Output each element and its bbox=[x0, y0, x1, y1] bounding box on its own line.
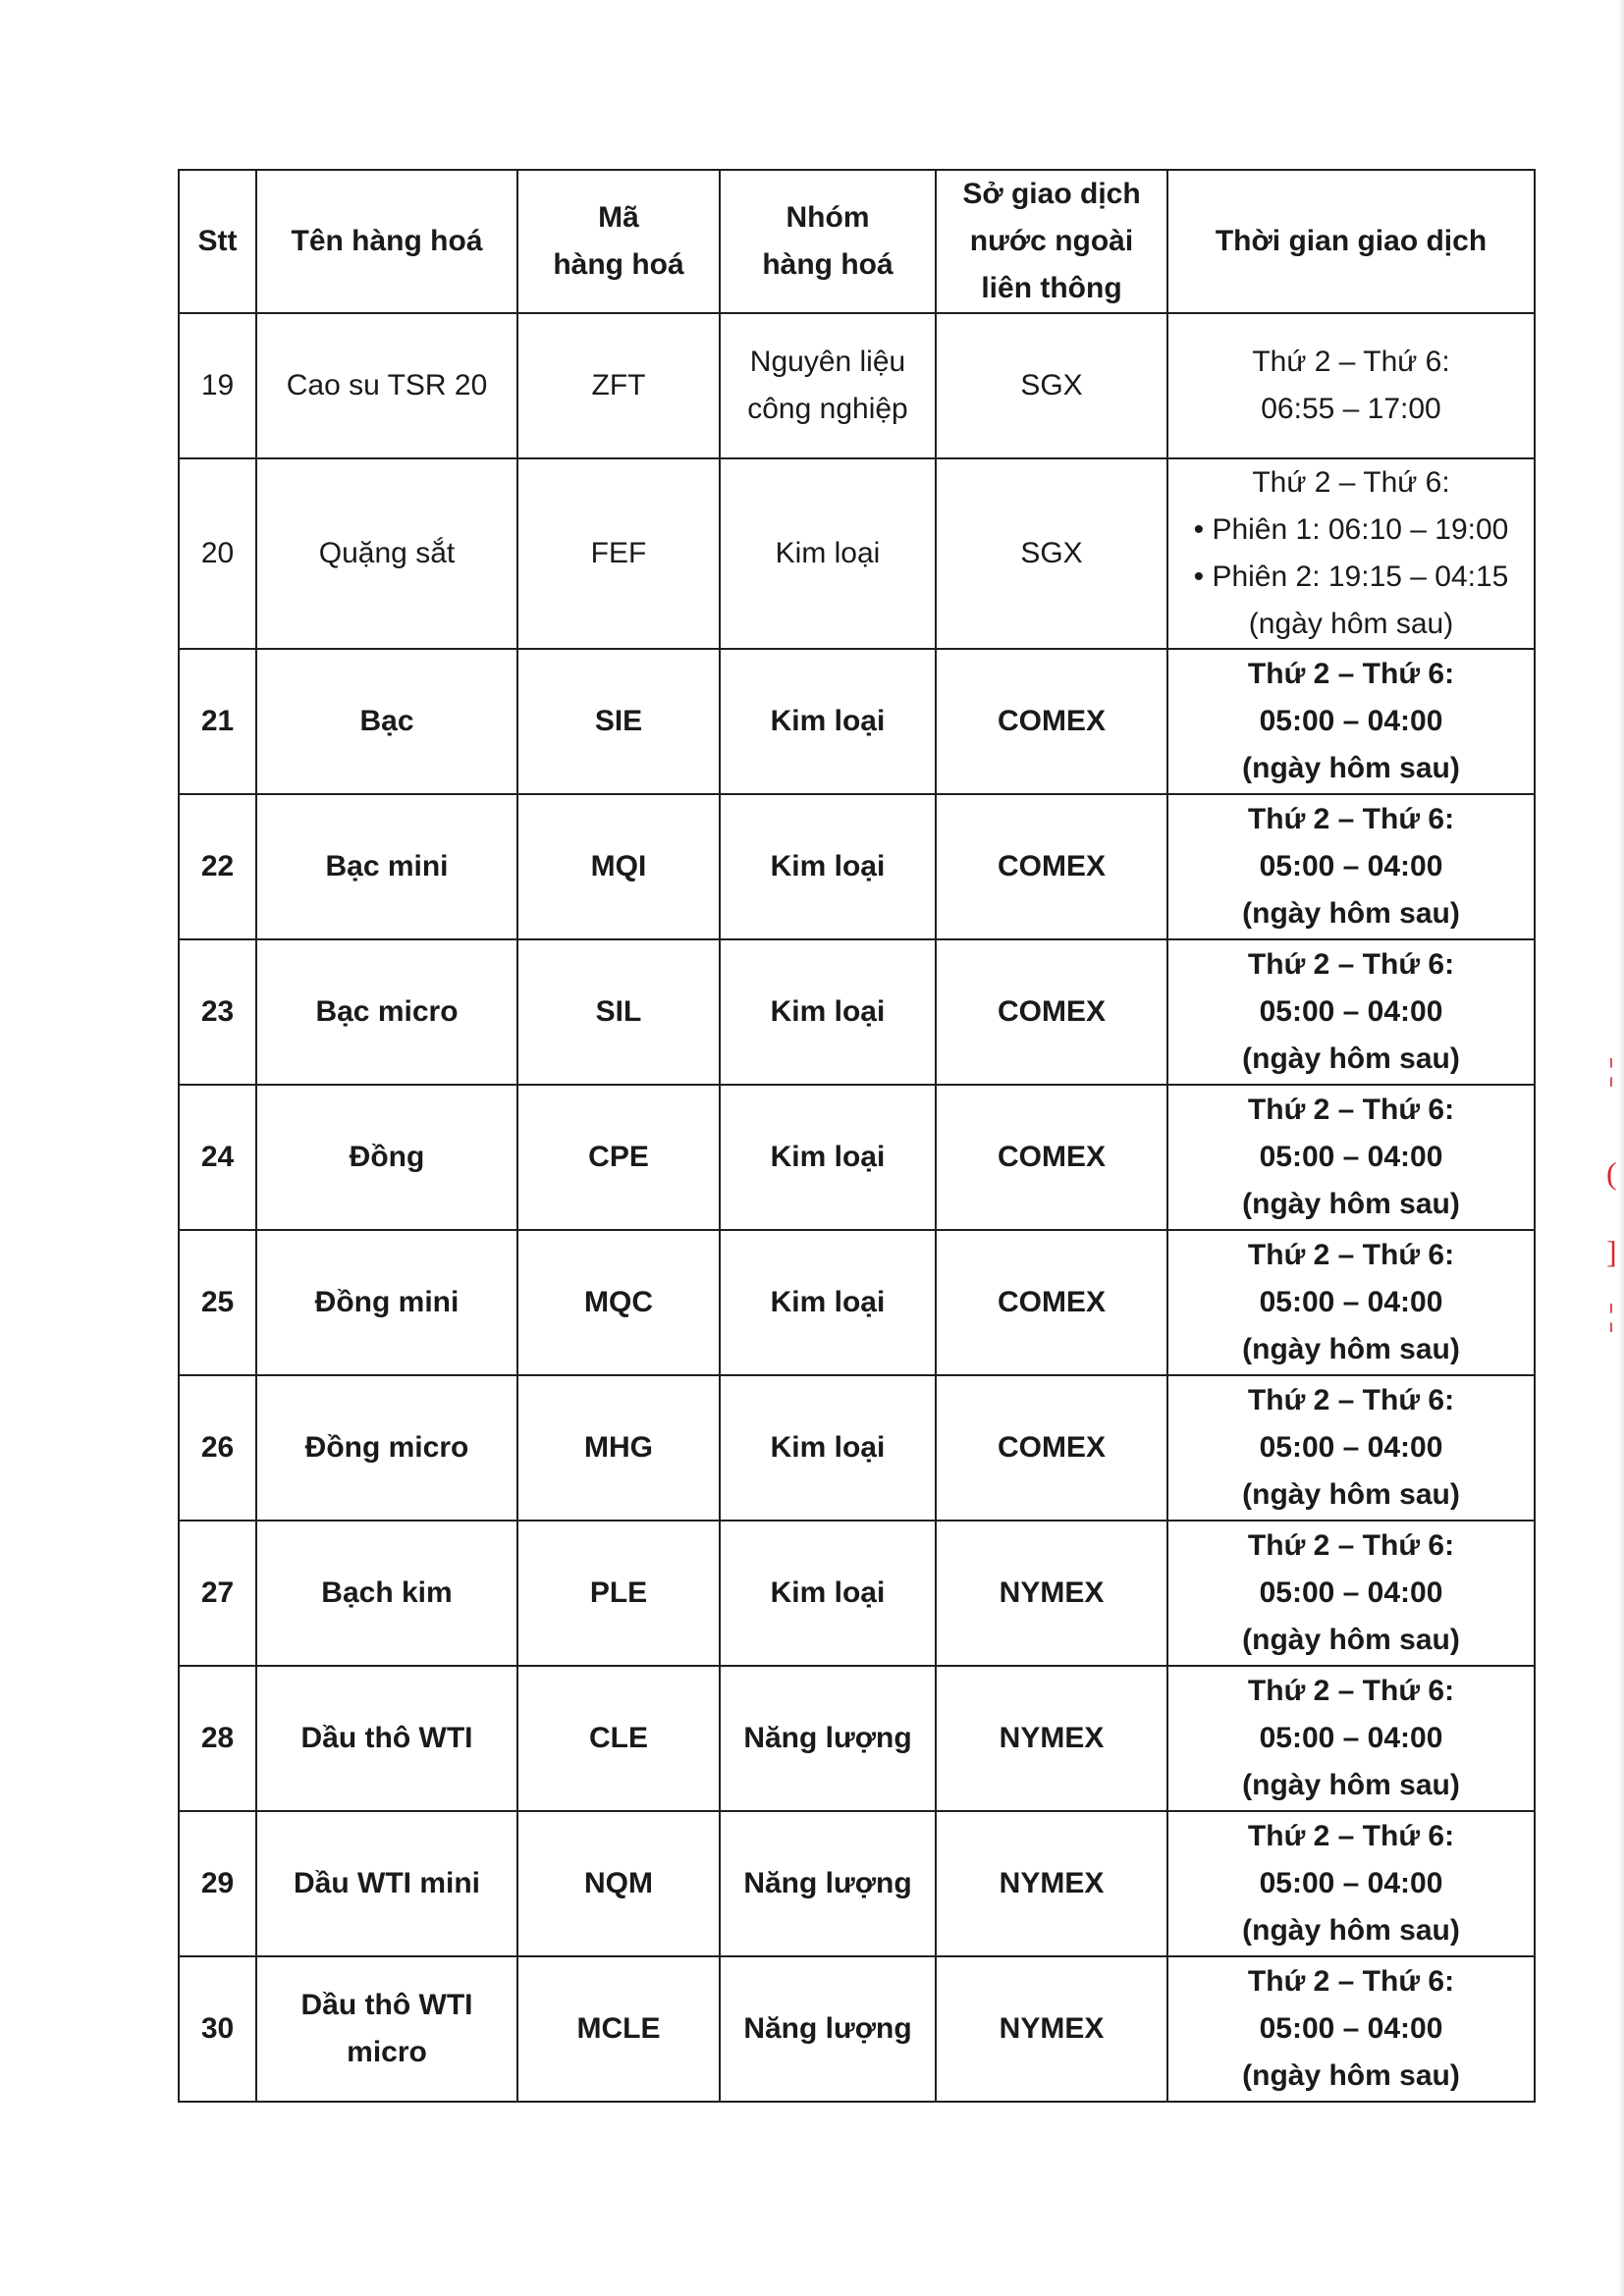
cell-stt: 19 bbox=[179, 313, 256, 458]
time-hours: 05:00 – 04:00 bbox=[1259, 1576, 1443, 1609]
table-row bbox=[179, 1375, 1535, 1521]
table-row bbox=[179, 794, 1535, 939]
time-hours: 06:55 – 17:00 bbox=[1261, 393, 1441, 425]
header-exchange-line2: nước ngoài bbox=[969, 225, 1134, 257]
time-hours: 05:00 – 04:00 bbox=[1259, 1431, 1443, 1464]
cell-code: MQC bbox=[517, 1230, 720, 1375]
time-next-day: (ngày hôm sau) bbox=[1242, 1914, 1460, 1947]
cell-exchange: NYMEX bbox=[936, 1956, 1167, 2102]
time-days: Thứ 2 – Thứ 6: bbox=[1247, 1675, 1455, 1707]
cell-time bbox=[1167, 1666, 1535, 1811]
cell-stt: 21 bbox=[179, 649, 256, 794]
cell-code: MQI bbox=[517, 794, 720, 939]
time-days: Thứ 2 – Thứ 6: bbox=[1247, 1094, 1455, 1126]
cell-code: CLE bbox=[517, 1666, 720, 1811]
cell-exchange: NYMEX bbox=[936, 1811, 1167, 1956]
cell-stt: 23 bbox=[179, 939, 256, 1085]
time-days: Thứ 2 – Thứ 6: bbox=[1247, 1965, 1455, 1998]
time-hours: 05:00 – 04:00 bbox=[1259, 850, 1443, 882]
cell-name: Đồng mini bbox=[256, 1230, 517, 1375]
time-days: Thứ 2 – Thứ 6: bbox=[1252, 466, 1450, 499]
time-hours: 05:00 – 04:00 bbox=[1259, 1867, 1443, 1899]
cell-exchange: NYMEX bbox=[936, 1666, 1167, 1811]
cell-name-line1: Dầu thô WTI bbox=[300, 1989, 473, 2021]
time-next-day: (ngày hôm sau) bbox=[1242, 2059, 1460, 2092]
table-row bbox=[179, 939, 1535, 1085]
time-next-day: (ngày hôm sau) bbox=[1242, 1188, 1460, 1220]
time-days: Thứ 2 – Thứ 6: bbox=[1247, 1820, 1455, 1852]
cell-stt: 29 bbox=[179, 1811, 256, 1956]
cell-stt: 30 bbox=[179, 1956, 256, 2102]
header-group-line1: Nhóm bbox=[785, 201, 870, 234]
time-session-1: • Phiên 1: 06:10 – 19:00 bbox=[1193, 513, 1509, 546]
cell-group: Kim loại bbox=[720, 794, 936, 939]
cell-name: Quặng sắt bbox=[256, 458, 517, 649]
cell-time bbox=[1167, 1230, 1535, 1375]
cell-name-line2: micro bbox=[347, 2036, 427, 2068]
time-hours: 05:00 – 04:00 bbox=[1259, 1286, 1443, 1318]
cell-time bbox=[1167, 1811, 1535, 1956]
cell-exchange: SGX bbox=[936, 458, 1167, 649]
header-time: Thời gian giao dịch bbox=[1167, 170, 1535, 313]
header-exchange-line3: liên thông bbox=[981, 272, 1122, 304]
cell-time bbox=[1167, 458, 1535, 649]
cell-time bbox=[1167, 313, 1535, 458]
cell-stt: 26 bbox=[179, 1375, 256, 1521]
cell-group: Năng lượng bbox=[720, 1666, 936, 1811]
cell-code: SIL bbox=[517, 939, 720, 1085]
cell-group: Kim loại bbox=[720, 1375, 936, 1521]
cell-group: Kim loại bbox=[720, 939, 936, 1085]
cell-stt: 25 bbox=[179, 1230, 256, 1375]
header-row bbox=[179, 170, 1535, 313]
cell-stt: 22 bbox=[179, 794, 256, 939]
cell-group: Kim loại bbox=[720, 1085, 936, 1230]
cell-name: Bạc micro bbox=[256, 939, 517, 1085]
table-row bbox=[179, 1230, 1535, 1375]
time-days: Thứ 2 – Thứ 6: bbox=[1247, 803, 1455, 835]
header-group bbox=[720, 170, 936, 313]
cell-exchange: COMEX bbox=[936, 649, 1167, 794]
cell-group: Kim loại bbox=[720, 1521, 936, 1666]
time-days: Thứ 2 – Thứ 6: bbox=[1247, 658, 1455, 690]
table-row bbox=[179, 458, 1535, 649]
cell-name bbox=[256, 1956, 517, 2102]
table-row bbox=[179, 1521, 1535, 1666]
cell-name: Dầu thô WTI bbox=[256, 1666, 517, 1811]
cell-group: Kim loại bbox=[720, 458, 936, 649]
time-next-day: (ngày hôm sau) bbox=[1242, 1769, 1460, 1801]
cell-code: CPE bbox=[517, 1085, 720, 1230]
time-hours: 05:00 – 04:00 bbox=[1259, 705, 1443, 737]
cell-group: Kim loại bbox=[720, 649, 936, 794]
cell-code: SIE bbox=[517, 649, 720, 794]
time-days: Thứ 2 – Thứ 6: bbox=[1247, 1384, 1455, 1416]
cell-exchange: COMEX bbox=[936, 1375, 1167, 1521]
table-row bbox=[179, 313, 1535, 458]
cell-time bbox=[1167, 1521, 1535, 1666]
time-next-day: (ngày hôm sau) bbox=[1242, 1042, 1460, 1075]
cell-exchange: SGX bbox=[936, 313, 1167, 458]
header-exchange-line1: Sở giao dịch bbox=[962, 178, 1141, 210]
cell-group: Kim loại bbox=[720, 1230, 936, 1375]
time-days: Thứ 2 – Thứ 6: bbox=[1252, 346, 1450, 378]
cell-exchange: COMEX bbox=[936, 1085, 1167, 1230]
cell-time bbox=[1167, 1956, 1535, 2102]
cell-stt: 27 bbox=[179, 1521, 256, 1666]
cell-code: MHG bbox=[517, 1375, 720, 1521]
time-days: Thứ 2 – Thứ 6: bbox=[1247, 948, 1455, 981]
cell-time bbox=[1167, 1375, 1535, 1521]
cell-name: Bạch kim bbox=[256, 1521, 517, 1666]
header-code-line2: hàng hoá bbox=[553, 248, 684, 281]
cell-code: NQM bbox=[517, 1811, 720, 1956]
time-next-day: (ngày hôm sau) bbox=[1242, 1333, 1460, 1365]
cell-name: Cao su TSR 20 bbox=[256, 313, 517, 458]
time-hours: 05:00 – 04:00 bbox=[1259, 1722, 1443, 1754]
table-row bbox=[179, 1085, 1535, 1230]
stamp-mark: ¦ bbox=[1607, 1297, 1615, 1332]
cell-exchange: COMEX bbox=[936, 1230, 1167, 1375]
cell-name: Bạc mini bbox=[256, 794, 517, 939]
header-group-line2: hàng hoá bbox=[762, 248, 893, 281]
cell-time bbox=[1167, 1085, 1535, 1230]
table-row bbox=[179, 1956, 1535, 2102]
cell-group: Năng lượng bbox=[720, 1811, 936, 1956]
header-code bbox=[517, 170, 720, 313]
cell-name: Đồng micro bbox=[256, 1375, 517, 1521]
cell-stt: 24 bbox=[179, 1085, 256, 1230]
cell-code: ZFT bbox=[517, 313, 720, 458]
cell-stt: 20 bbox=[179, 458, 256, 649]
cell-group bbox=[720, 313, 936, 458]
header-exchange bbox=[936, 170, 1167, 313]
cell-group-line2: công nghiệp bbox=[747, 393, 908, 425]
cell-exchange: NYMEX bbox=[936, 1521, 1167, 1666]
cell-stt: 28 bbox=[179, 1666, 256, 1811]
page-edge-shadow bbox=[1618, 0, 1624, 2296]
time-hours: 05:00 – 04:00 bbox=[1259, 2012, 1443, 2045]
table-row bbox=[179, 649, 1535, 794]
time-hours: 05:00 – 04:00 bbox=[1259, 1141, 1443, 1173]
cell-code: MCLE bbox=[517, 1956, 720, 2102]
commodity-table bbox=[178, 169, 1536, 2103]
cell-group: Năng lượng bbox=[720, 1956, 936, 2102]
time-days: Thứ 2 – Thứ 6: bbox=[1247, 1529, 1455, 1562]
cell-time bbox=[1167, 794, 1535, 939]
time-session-2: • Phiên 2: 19:15 – 04:15 bbox=[1193, 561, 1509, 593]
cell-group-line1: Nguyên liệu bbox=[749, 346, 906, 378]
time-next-day: (ngày hôm sau) bbox=[1248, 608, 1454, 640]
cell-time bbox=[1167, 649, 1535, 794]
cell-name: Bạc bbox=[256, 649, 517, 794]
time-next-day: (ngày hôm sau) bbox=[1242, 1478, 1460, 1511]
time-hours: 05:00 – 04:00 bbox=[1259, 995, 1443, 1028]
time-next-day: (ngày hôm sau) bbox=[1242, 752, 1460, 784]
header-name: Tên hàng hoá bbox=[256, 170, 517, 313]
time-next-day: (ngày hôm sau) bbox=[1242, 1624, 1460, 1656]
time-next-day: (ngày hôm sau) bbox=[1242, 897, 1460, 930]
table-row bbox=[179, 1811, 1535, 1956]
header-code-line1: Mã bbox=[598, 201, 639, 234]
cell-code: FEF bbox=[517, 458, 720, 649]
stamp-mark: ( bbox=[1606, 1155, 1617, 1191]
cell-name: Dầu WTI mini bbox=[256, 1811, 517, 1956]
stamp-mark: ¦ bbox=[1607, 1051, 1615, 1087]
time-days: Thứ 2 – Thứ 6: bbox=[1247, 1239, 1455, 1271]
cell-code: PLE bbox=[517, 1521, 720, 1666]
cell-exchange: COMEX bbox=[936, 939, 1167, 1085]
table-row bbox=[179, 1666, 1535, 1811]
stamp-mark: ] bbox=[1606, 1234, 1617, 1269]
cell-exchange: COMEX bbox=[936, 794, 1167, 939]
cell-time bbox=[1167, 939, 1535, 1085]
header-stt: Stt bbox=[179, 170, 256, 313]
cell-name: Đồng bbox=[256, 1085, 517, 1230]
